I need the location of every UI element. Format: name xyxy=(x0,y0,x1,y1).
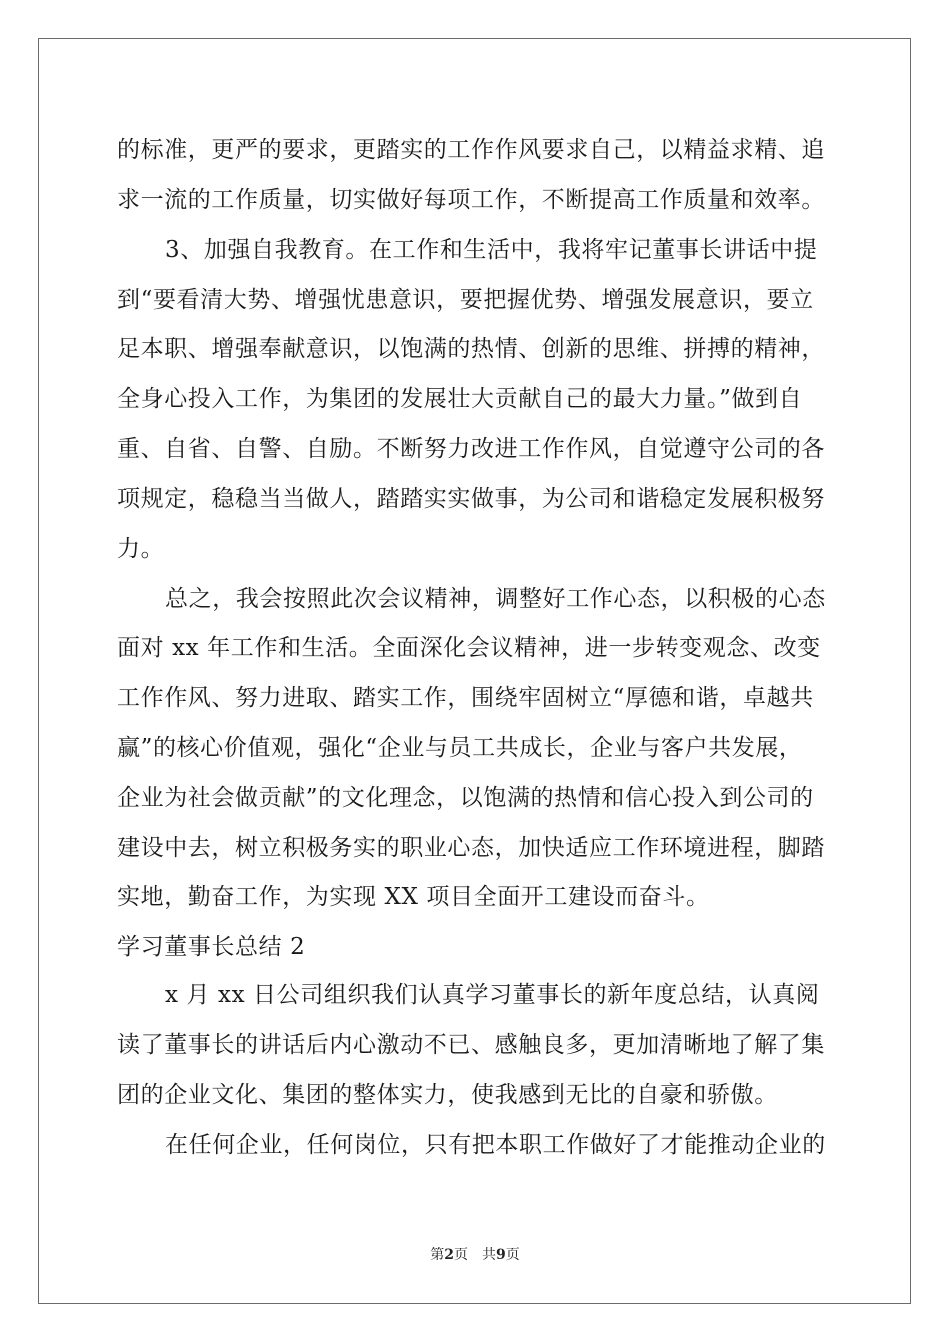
page-mid: 页 xyxy=(454,1247,468,1263)
text-line: 企业为社会做贡献”的文化理念，以饱满的热情和信心投入到公司的 xyxy=(117,785,814,811)
section-heading: 学习董事长总结 2 xyxy=(117,934,306,960)
text-line: 求一流的工作质量，切实做好每项工作，不断提高工作质量和效率。 xyxy=(117,187,825,213)
text-line: 读了董事长的讲话后内心激动不已、感触良多，更加清晰地了解了集 xyxy=(117,1032,825,1058)
total-prefix: 共 xyxy=(482,1247,496,1263)
text-line: 到“要看清大势、增强忧患意识，要把握优势、增强发展意识，要立 xyxy=(117,287,814,313)
text-line: x 月 xx 日公司组织我们认真学习董事长的新年度总结，认真阅 xyxy=(165,982,820,1008)
text-line: 在任何企业，任何岗位，只有把本职工作做好了才能推动企业的 xyxy=(165,1132,826,1158)
text-line: 足本职、增强奉献意识，以饱满的热情、创新的思维、拼搏的精神， xyxy=(117,336,825,362)
text-line: 总之，我会按照此次会议精神，调整好工作心态，以积极的心态 xyxy=(165,586,826,612)
text-line: 的标准，更严的要求，更踏实的工作作风要求自己，以精益求精、追 xyxy=(117,137,825,163)
text-line: 项规定，稳稳当当做人，踏踏实实做事，为公司和谐稳定发展积极努 xyxy=(117,486,825,512)
text-line: 3、加强自我教育。在工作和生活中，我将牢记董事长讲话中提 xyxy=(165,237,818,263)
text-line: 力。 xyxy=(117,536,165,562)
total-suffix: 页 xyxy=(505,1247,520,1263)
text-line: 面对 xx 年工作和生活。全面深化会议精神，进一步转变观念、改变 xyxy=(117,635,821,661)
text-line: 建设中去，树立积极务实的职业心态，加快适应工作环境进程，脚踏 xyxy=(117,835,825,861)
text-line: 工作作风、努力进取、踏实工作，围绕牢固树立“厚德和谐，卓越共 xyxy=(117,685,814,711)
text-line: 全身心投入工作，为集团的发展壮大贡献自己的最大力量。”做到自 xyxy=(117,386,803,412)
text-line: 实地，勤奋工作，为实现 XX 项目全面开工建设而奋斗。 xyxy=(117,884,710,910)
current-page-number: 2 xyxy=(444,1247,454,1263)
page-footer xyxy=(0,1246,950,1264)
page-border xyxy=(38,38,911,1304)
total-page-number: 9 xyxy=(496,1247,506,1263)
page-prefix: 第 xyxy=(430,1247,445,1263)
text-line: 重、自省、自警、自励。不断努力改进工作作风，自觉遵守公司的各 xyxy=(117,436,825,462)
text-line: 赢”的核心价值观，强化“企业与员工共成长，企业与客户共发展， xyxy=(117,735,803,761)
text-line: 团的企业文化、集团的整体实力，使我感到无比的自豪和骄傲。 xyxy=(117,1082,778,1108)
